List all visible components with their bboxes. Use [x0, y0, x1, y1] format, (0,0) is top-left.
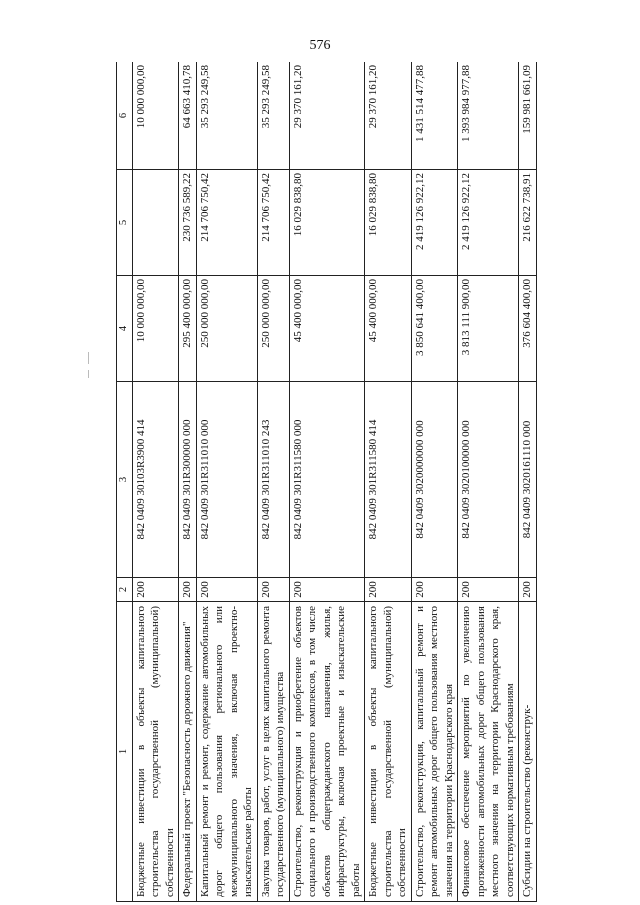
row-group: 200	[365, 578, 412, 602]
rotated-table-wrapper	[116, 62, 621, 902]
row-group: 200	[257, 578, 289, 602]
row-value-planned: 45 400 000,00	[365, 276, 412, 382]
header-row	[117, 62, 133, 902]
row-value-remaining: 29 370 161,20	[365, 62, 412, 170]
row-code: 842 0409 30103R3900 414	[132, 382, 179, 578]
row-group: 200	[458, 578, 519, 602]
table-row	[411, 62, 458, 902]
row-value-executed: 216 622 738,91	[519, 170, 537, 276]
row-value-executed: 230 736 589,22	[179, 170, 197, 276]
row-value-executed: 2 419 126 922,12	[458, 170, 519, 276]
row-code: 842 0409 3020161110 000	[519, 382, 537, 578]
row-value-planned: 376 604 400,00	[519, 276, 537, 382]
row-code: 842 0409 3020100000 000	[458, 382, 519, 578]
row-group: 200	[411, 578, 458, 602]
table-row	[179, 62, 197, 902]
page-number: 576	[309, 38, 331, 53]
header-col-5: 5	[117, 170, 133, 276]
row-description: Федеральный проект "Безопасность дорожного движения"	[179, 602, 197, 902]
row-value-remaining: 10 000 000,00	[132, 62, 179, 170]
row-value-planned: 3 850 641 400,00	[411, 276, 458, 382]
scan-mark	[88, 352, 89, 364]
row-description: Финансовое обеспечение мероприятий по увеличению протяженности автомобильных дорог общего пользования местного значения на территории Краснодарского края, соответствующих нормативным требованиям	[458, 602, 519, 902]
budget-table-container	[116, 62, 621, 902]
row-value-executed	[132, 170, 179, 276]
row-value-executed: 2 419 126 922,12	[411, 170, 458, 276]
table-row	[519, 62, 537, 902]
row-value-executed: 16 029 838,80	[289, 170, 365, 276]
table-row	[289, 62, 365, 902]
row-value-executed: 214 706 750,42	[196, 170, 257, 276]
row-value-planned: 10 000 000,00	[132, 276, 179, 382]
budget-table	[116, 62, 537, 902]
row-code: 842 0409 301R311010 243	[257, 382, 289, 578]
row-description: Капитальный ремонт и ремонт, содержание автомобильных дорог общего пользования регионального или межмуниципального значения, включая проектно-изыскательские работы	[196, 602, 257, 902]
row-value-remaining: 35 293 249,58	[257, 62, 289, 170]
header-col-2: 2	[117, 578, 133, 602]
row-value-remaining: 159 981 661,09	[519, 62, 537, 170]
row-group: 200	[196, 578, 257, 602]
row-value-remaining: 29 370 161,20	[289, 62, 365, 170]
table-row	[365, 62, 412, 902]
header-col-3: 3	[117, 382, 133, 578]
row-group: 200	[179, 578, 197, 602]
row-value-remaining: 35 293 249,58	[196, 62, 257, 170]
header-col-1: 1	[117, 602, 133, 902]
row-group: 200	[132, 578, 179, 602]
row-value-planned: 3 813 111 900,00	[458, 276, 519, 382]
row-value-planned: 295 400 000,00	[179, 276, 197, 382]
table-row	[196, 62, 257, 902]
table-row	[257, 62, 289, 902]
row-group: 200	[519, 578, 537, 602]
row-description: Строительство, реконструкция и приобретение объектов социального и производственного комплексов, в том числе объектов общегражданского назначения, жилья, инфраструктуры, включая проектные и изыскательские работы	[289, 602, 365, 902]
row-value-executed: 16 029 838,80	[365, 170, 412, 276]
row-value-remaining: 64 663 410,78	[179, 62, 197, 170]
row-value-planned: 45 400 000,00	[289, 276, 365, 382]
table-row	[132, 62, 179, 902]
row-value-remaining: 1 393 984 977,88	[458, 62, 519, 170]
table-row	[458, 62, 519, 902]
row-code: 842 0409 301R311580 000	[289, 382, 365, 578]
row-code: 842 0409 3020000000 000	[411, 382, 458, 578]
row-code: 842 0409 301R311580 414	[365, 382, 412, 578]
row-description: Строительство, реконструкция, капитальный ремонт и ремонт автомобильных дорог общего пользования местного значения на территории Краснодарского края	[411, 602, 458, 902]
row-description: Бюджетные инвестиции в объекты капитального строительства государственной (муниципальной) собственности	[365, 602, 412, 902]
row-value-executed: 214 706 750,42	[257, 170, 289, 276]
header-col-6: 6	[117, 62, 133, 170]
row-value-remaining: 1 431 514 477,88	[411, 62, 458, 170]
row-description: Субсидии на строительство (реконструк-	[519, 602, 537, 902]
header-col-4: 4	[117, 276, 133, 382]
row-value-planned: 250 000 000,00	[257, 276, 289, 382]
row-group: 200	[289, 578, 365, 602]
row-description: Бюджетные инвестиции в объекты капитального строительства государственной (муниципальной) собственности	[132, 602, 179, 902]
row-description: Закупка товаров, работ, услуг в целях капитального ремонта государственного (муниципального) имущества	[257, 602, 289, 902]
row-value-planned: 250 000 000,00	[196, 276, 257, 382]
scan-mark	[88, 370, 89, 378]
row-code: 842 0409 301R311010 000	[196, 382, 257, 578]
row-code: 842 0409 301R300000 000	[179, 382, 197, 578]
